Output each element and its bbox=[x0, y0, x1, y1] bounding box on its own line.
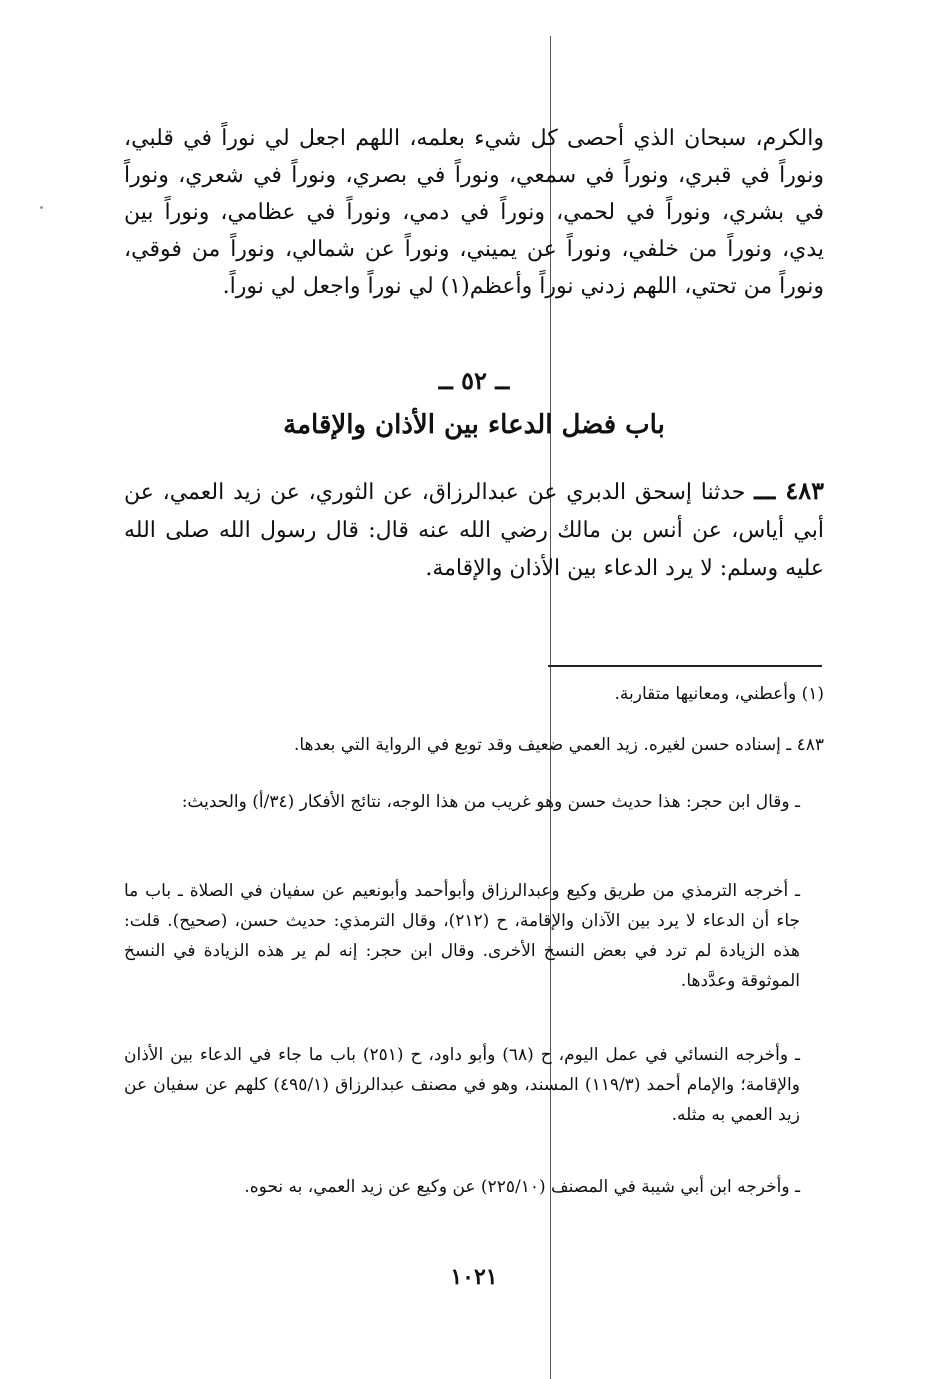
chapter-title: باب فضل الدعاء بين الأذان والإقامة bbox=[283, 410, 665, 440]
footnote-sub-item: ـ وأخرجه ابن أبي شيبة في المصنف (٢٢٥/١٠) عن وكيع عن زيد العمي، به نحوه. bbox=[244, 1177, 800, 1197]
chapter-number: ــ ٥٢ ــ bbox=[438, 366, 510, 395]
scan-speck bbox=[40, 206, 43, 209]
continuation-paragraph: والكرم، سبحان الذي أحصى كل شيء بعلمه، اللهم اجعل لي نوراً في قلبي، ونوراً في قبري، ونوراً في سمعي، ونوراً في بصري، ونوراً في شعري، ونوراً في بشري، ونوراً في لحمي، ونوراً في دمي، ونوراً في عظامي، ونوراً بين يدي، ونوراً من خلفي، ونوراً عن يميني، ونوراً عن شمالي، ونوراً من فوقي، ونوراً من تحتي، اللهم زدني نوراً وأعظم(١) لي نوراً واجعل لي نوراً. bbox=[124, 126, 824, 299]
footnote-sub-item: ـ وأخرجه النسائي في عمل اليوم، ح (٦٨) وأبو داود، ح (٢٥١) باب ما جاء في الدعاء بين الأذان والإقامة؛ والإمام أحمد (١١٩/٣) المسند، وهو في مصنف عبدالرزاق (٤٩٥/١) كلهم عن سفيان عن زيد العمي به مثله. bbox=[124, 1045, 800, 1125]
footnote-1: (١) وأعطني، ومعانيها متقاربة. bbox=[614, 684, 824, 704]
hadith-paragraph bbox=[124, 472, 824, 588]
page-number: ١٠٢١ bbox=[450, 1264, 498, 1290]
footnote-separator bbox=[548, 665, 822, 667]
footnote-483: ٤٨٣ ـ إسناده حسن لغيره. زيد العمي ضعيف وقد توبع في الرواية التي بعدها. bbox=[293, 735, 824, 755]
footnote-sub-item: ـ وقال ابن حجر: هذا حديث حسن وهو غريب من هذا الوجه، نتائج الأفكار (٣٤/أ) والحديث: bbox=[181, 792, 800, 812]
hadith-text: حدثنا إسحق الدبري عن عبدالرزاق، عن الثوري، عن زيد العمي، عن أبي أياس، عن أنس بن مالك رضي الله عنه قال: قال رسول الله صلى الله عليه وسلم: لا يرد الدعاء بين الأذان والإقامة. bbox=[124, 480, 824, 581]
hadith-number: ٤٨٣ ـــ bbox=[754, 476, 825, 505]
footnote-sub-item: ـ أخرجه الترمذي من طريق وكيع وعبدالرزاق وأبوأحمد وأبونعيم عن سفيان في الصلاة ـ باب ما جاء أن الدعاء لا يرد بين الآذان والإقامة، ح (٢١٢)، وقال الترمذي: حديث حسن، (صحيح). قلت: هذه الزيادة لم ترد في بعض النسخ الأخرى. وقال ابن حجر: إنه لم ير هذه الزيادة في النسخ الموثوقة وعدَّدها. bbox=[124, 881, 801, 991]
